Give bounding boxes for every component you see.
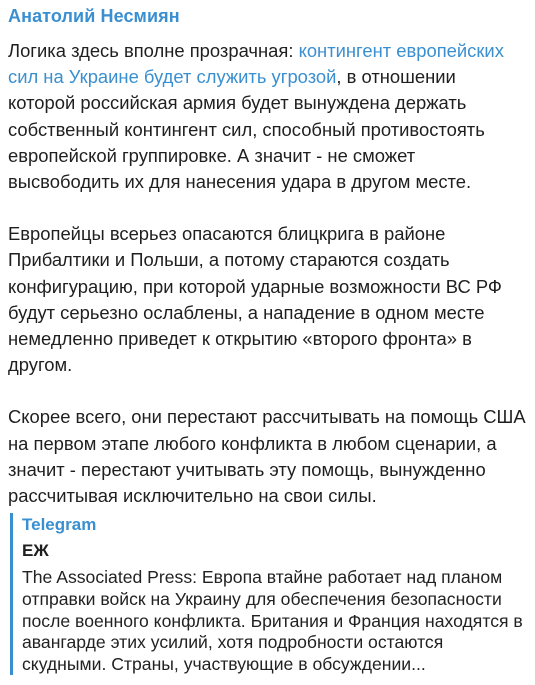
paragraph-1-after: , в отношении которой российская армия будет вынуждена держать собственный контингент сил, способный противостоять европейской группировке. А значит - не сможет высвободить их для нанесения удара в другом месте. [8,66,485,193]
paragraph-1 [8,38,528,195]
paragraph-2: Европейцы всерьез опасаются блицкрига в районе Прибалтики и Польши, а потому стараются создать конфигурацию, при которой ударные возможности ВС РФ будут серьезно ослаблены, а нападение в одном месте немедленно приведет к открытию «второго фронта» в другом. [8,223,502,376]
paragraph-1-before: Логика здесь вполне прозрачная: [8,40,299,61]
inline-link[interactable]: контингент европейских сил на Украине будет служить угрозой [8,40,504,88]
forward-text: The Associated Press: Европа втайне работает над планом отправки войск на Украину для обеспечения безопасности после военного конфликта. Британия и Франция находятся в авангарде этих усилий, хотя подробности остаются скудными. Страны, участвующие в обсуждении... [22,567,523,675]
message-body [8,38,528,535]
forward-title: ЕЖ [22,541,49,560]
author-name[interactable]: Анатолий Несмиян [8,6,180,26]
forwarded-preview[interactable] [10,513,525,675]
forward-source[interactable]: Telegram [22,515,97,534]
paragraph-3: Скорее всего, они перестают рассчитывать на помощь США на первом этапе любого конфликта в любом сценарии, а значит - перестают учитывать эту помощь, вынужденно рассчитывая исключительно на свои силы. [8,406,526,507]
